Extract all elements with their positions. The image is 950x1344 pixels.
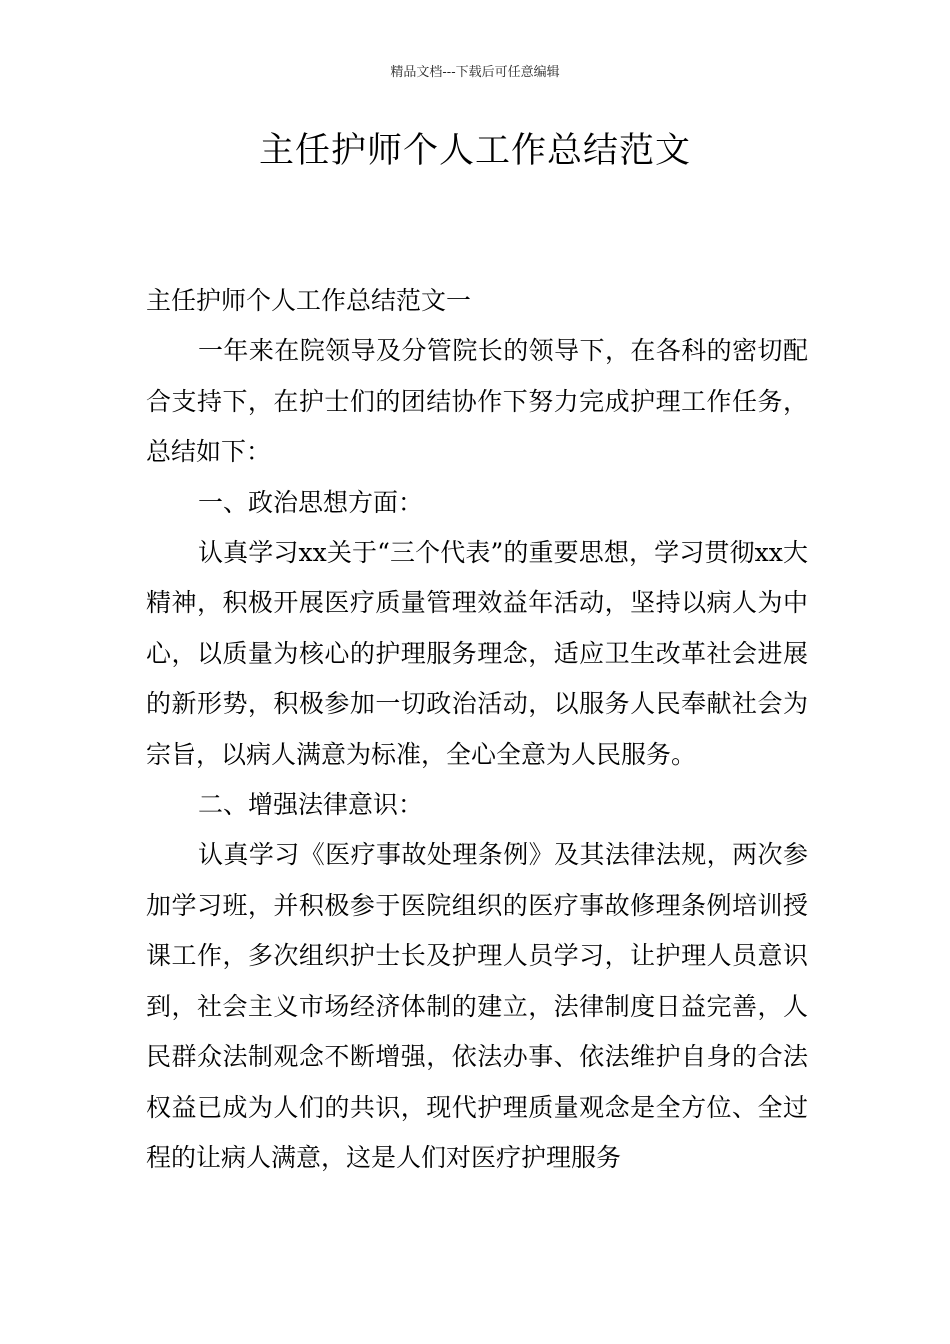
section-heading-law: 二、增强法律意识： [198, 790, 424, 820]
section-subtitle: 主任护师个人工作总结范文一 [146, 286, 472, 315]
header-note: 精品文档---下载后可任意编辑 [390, 65, 560, 80]
section-heading-politics: 一、政治思想方面： [198, 487, 424, 517]
document-body [146, 276, 808, 1183]
paragraph-politics: 认真学习xx关于“三个代表”的重要思想，学习贯彻xx大精神，积极开展医疗质量管理效益年活动，坚持以病人为中心，以质量为核心的护理服务理念，适应卫生改革社会进展的新形势，积极参加一切政治活动，以服务人民奉献社会为宗旨，以病人满意为标准，全心全意为人民服务。 [146, 538, 808, 769]
paragraph-intro: 一年来在院领导及分管院长的领导下，在各科的密切配合支持下，在护士们的团结协作下努力完成护理工作任务，总结如下： [146, 336, 808, 467]
paragraph-law: 认真学习《医疗事故处理条例》及其法律法规，两次参加学习班，并积极参于医院组织的医疗事故修理条例培训授课工作，多次组织护士长及护理人员学习，让护理人员意识到，社会主义市场经济体制的建立，法律制度日益完善，人民群众法制观念不断增强，依法办事、依法维护自身的合法权益已成为人们的共识，现代护理质量观念是全方位、全过程的让病人满意，这是人们对医疗护理服务 [146, 840, 808, 1172]
document-title: 主任护师个人工作总结范文 [258, 131, 691, 171]
